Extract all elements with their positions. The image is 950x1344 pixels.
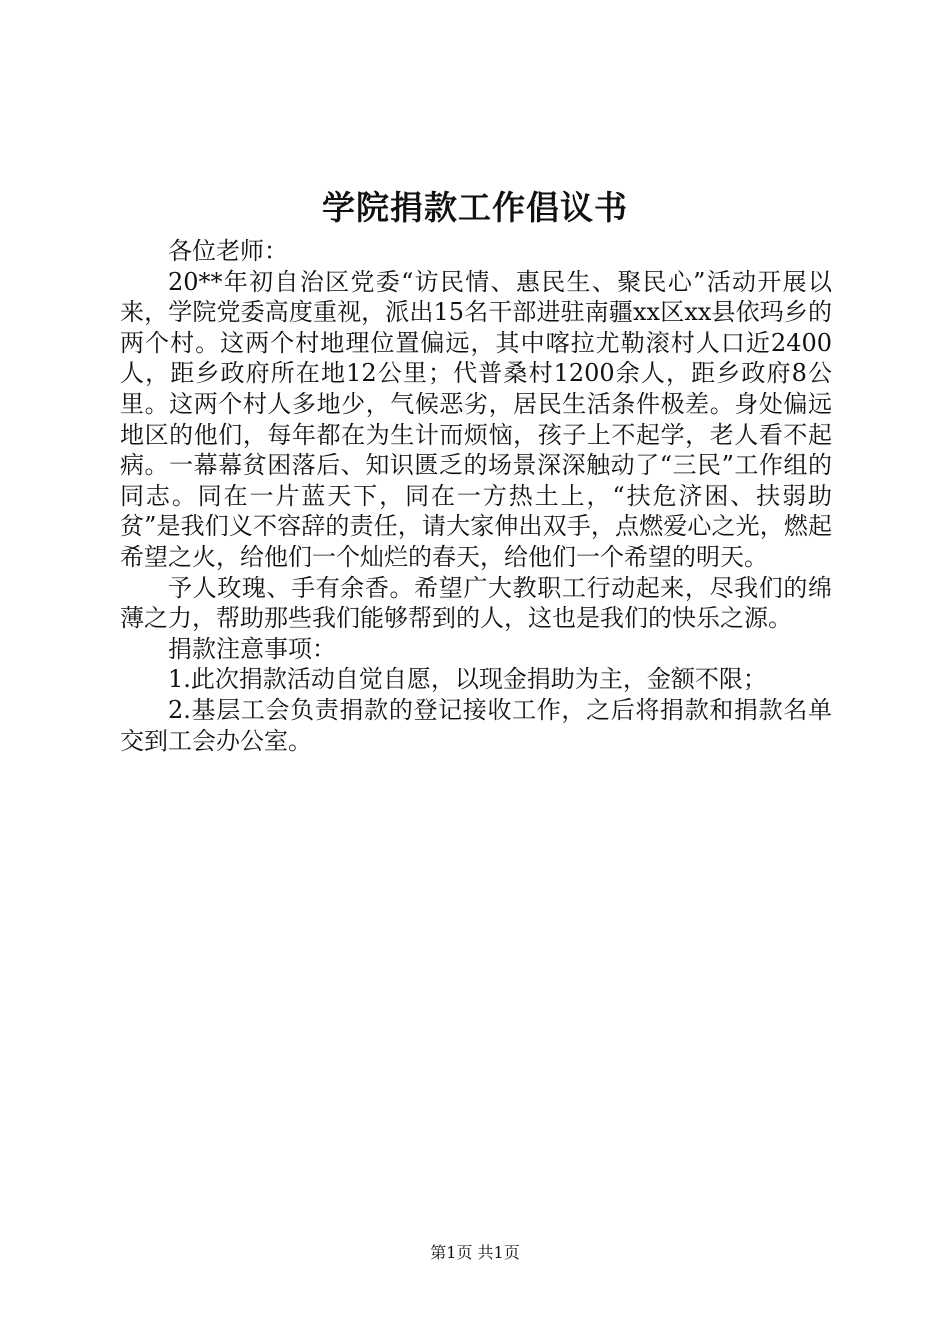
note-item-1: 1.此次捐款活动自觉自愿，以现金捐助为主，金额不限； — [168, 665, 767, 694]
paragraph-appeal: 予人玫瑰、手有余香。希望广大教职工行动起来，尽我们的绵薄之力，帮助那些我们能够帮到的人，这也是我们的快乐之源。 — [120, 573, 832, 633]
page-footer: 第1页 共1页 — [430, 1243, 520, 1262]
salutation: 各位老师： — [168, 237, 288, 265]
document-title: 学院捐款工作倡议书 — [322, 188, 628, 227]
notes-heading: 捐款注意事项： — [168, 634, 336, 663]
note-item-2: 2.基层工会负责捐款的登记接收工作，之后将捐款和捐款名单交到工会办公室。 — [120, 695, 832, 755]
document-body — [120, 236, 832, 756]
paragraph-background: 20**年初自治区党委“访民情、惠民生、聚民心”活动开展以来，学院党委高度重视，派出15名干部进驻南疆xx区xx县依玛乡的两个村。这两个村地理位置偏远，其中喀拉尤勒滚村人口近2400人，距乡政府所在地12公里；代普桑村1200余人，距乡政府8公里。这两个村人多地少，气候恶劣，居民生活条件极差。身处偏远地区的他们，每年都在为生计而烦恼，孩子上不起学，老人看不起病。一幕幕贫困落后、知识匮乏的场景深深触动了“三民”工作组的同志。同在一片蓝天下，同在一方热土上，“扶危济困、扶弱助贫”是我们义不容辞的责任，请大家伸出双手，点燃爱心之光，燃起希望之火，给他们一个灿烂的春天，给他们一个希望的明天。 — [120, 267, 832, 571]
